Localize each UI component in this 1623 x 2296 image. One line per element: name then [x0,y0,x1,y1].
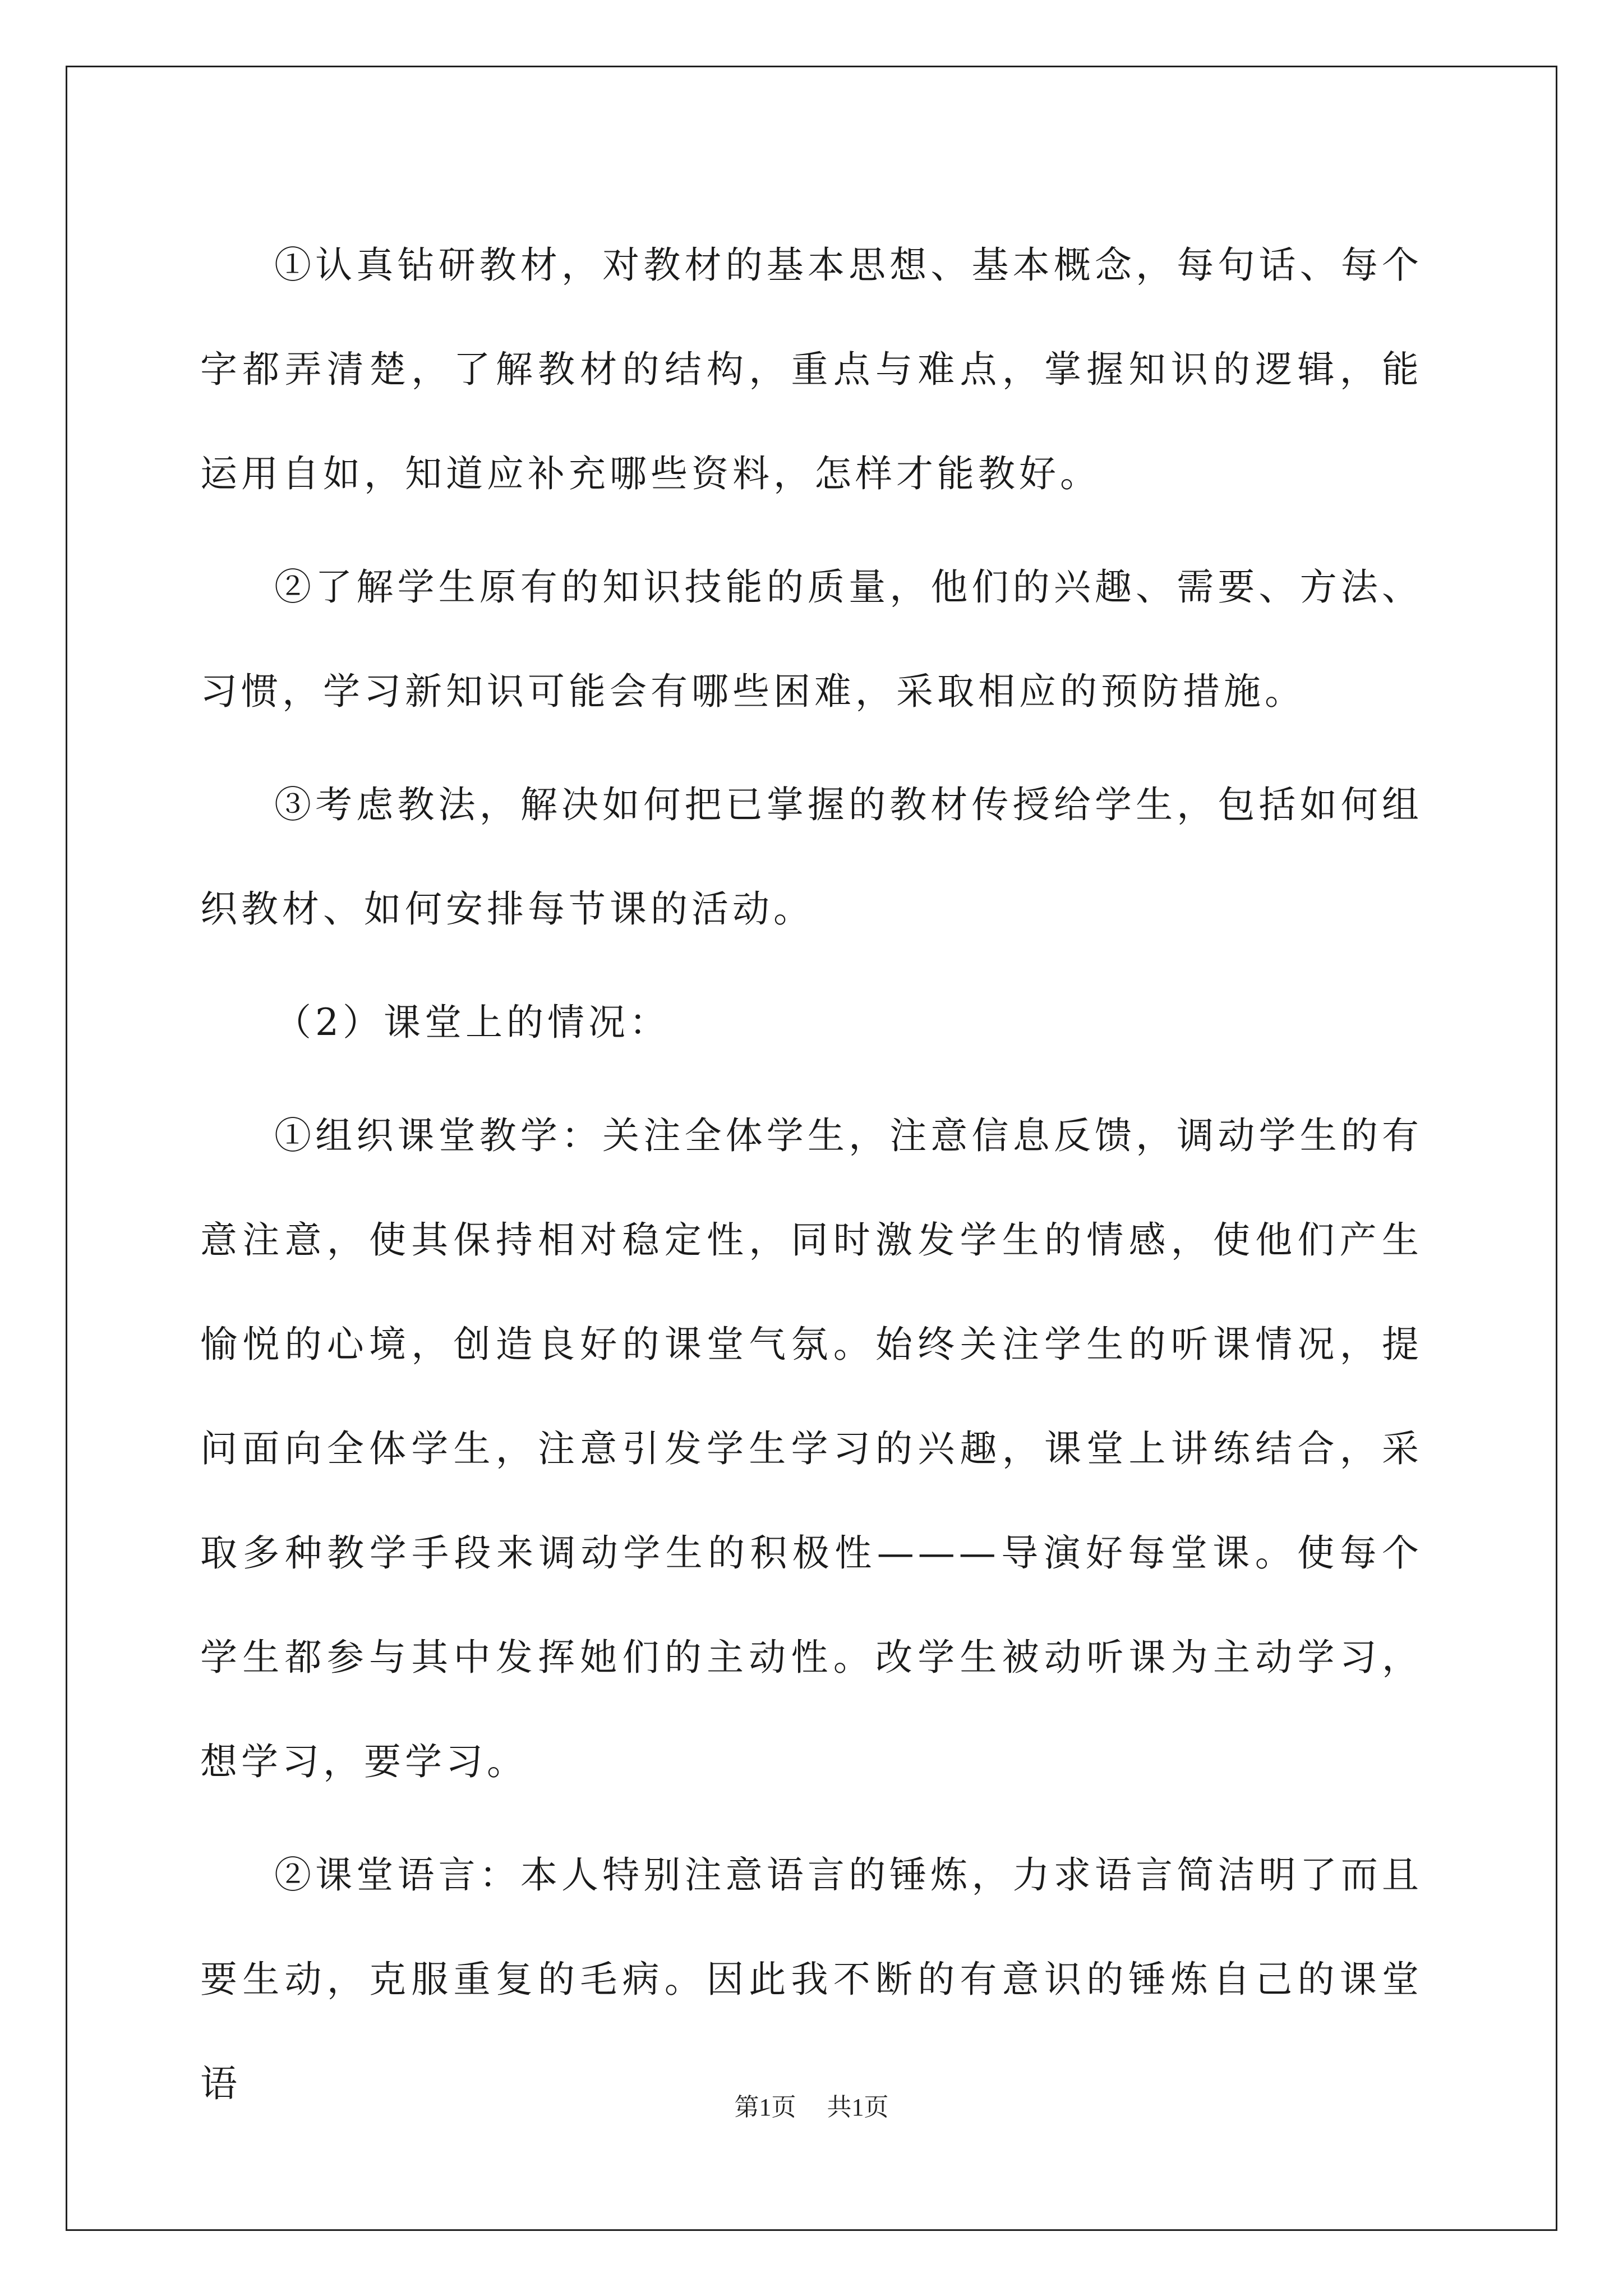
paragraph-prepare-textbook: ①认真钻研教材，对教材的基本思想、基本概念，每句话、每个字都弄清楚，了解教材的结构，重点与难点，掌握知识的逻辑，能运用自如，知道应补充哪些资料，怎样才能教好。 [200,243,1423,495]
section-heading-classroom: （2）课堂上的情况： [274,1001,670,1044]
page-total: 共1页 [827,2093,889,2121]
paragraph-classroom-language: ②课堂语言：本人特别注意语言的锤炼，力求语言简洁明了而且要生动，克服重复的毛病。因此我不断的有意识的锤炼自己的课堂语 [200,1853,1423,2105]
paragraph-teaching-method: ③考虑教法，解决如何把已掌握的教材传授给学生，包括如何组织教材、如何安排每节课的活动。 [200,783,1423,931]
document-body [200,213,1423,2145]
page-footer [0,2087,1623,2123]
page-number: 第1页 [734,2093,796,2121]
paragraph-organize-teaching: ①组织课堂教学：关注全体学生，注意信息反馈，调动学生的有意注意，使其保持相对稳定性，同时激发学生的情感，使他们产生愉悦的心境，创造良好的课堂气氛。始终关注学生的听课情况，提问面向全体学生，注意引发学生学习的兴趣，课堂上讲练结合，采取多种教学手段来调动学生的积极性———导演好每堂课。使每个学生都参与其中发挥她们的主动性。改学生被动听课为主动学习，想学习，要学习。 [200,1114,1423,1783]
paragraph-understand-students: ②了解学生原有的知识技能的质量，他们的兴趣、需要、方法、习惯，学习新知识可能会有哪些困难，采取相应的预防措施。 [200,565,1423,713]
